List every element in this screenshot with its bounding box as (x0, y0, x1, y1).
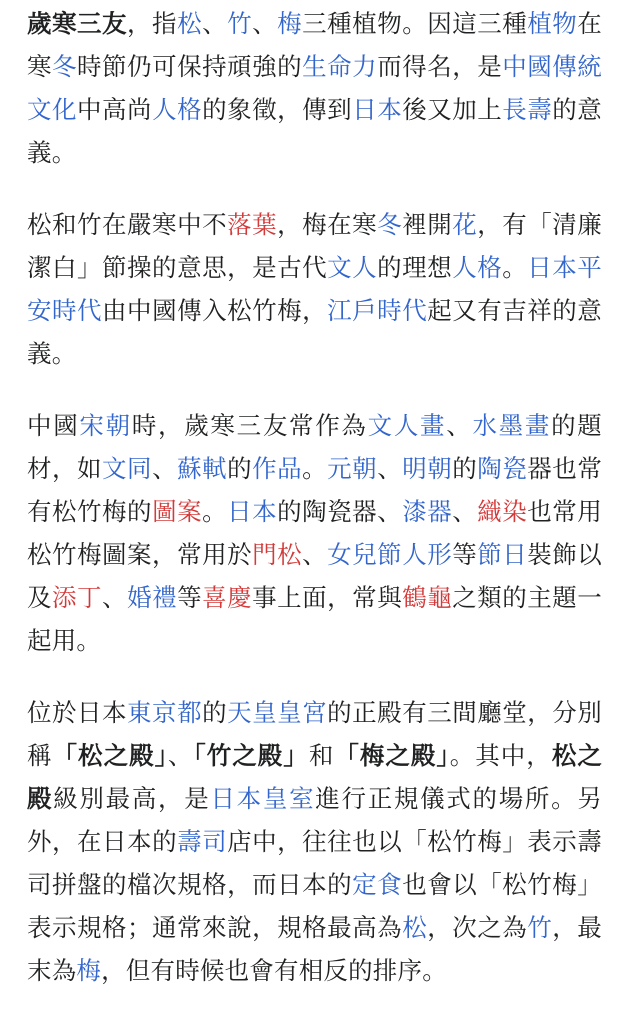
wiki-link[interactable]: 文人 (327, 253, 378, 282)
bold-term: 歲寒三友 (27, 9, 128, 38)
body-text: 、 (202, 9, 228, 38)
body-text: 。 (302, 454, 328, 483)
body-text: ，有「清廉潔白」節操的意思，是古代 (27, 210, 602, 282)
body-text: 裝飾以及 (27, 540, 602, 612)
wiki-link[interactable]: 日本 (227, 497, 278, 526)
wiki-link[interactable]: 婚禮 (127, 583, 178, 612)
body-text: 起又有吉祥的意義。 (27, 296, 602, 368)
wiki-link[interactable]: 女兒節人形 (327, 540, 453, 569)
wiki-link[interactable]: 江戶時代 (327, 296, 428, 325)
wiki-link[interactable]: 明朝 (402, 454, 453, 483)
wiki-link[interactable]: 陶瓷 (477, 454, 528, 483)
wiki-link[interactable]: 竹 (527, 913, 553, 942)
body-text: 、 (252, 9, 278, 38)
paragraph-3 (27, 404, 602, 662)
wiki-link[interactable]: 長壽 (502, 95, 553, 124)
wiki-link[interactable]: 日本平安時代 (27, 253, 602, 325)
body-text: 、 (302, 540, 328, 569)
body-text: 的 (452, 454, 478, 483)
body-text: ，次之為 (427, 913, 528, 942)
wiki-link[interactable]: 竹 (227, 9, 253, 38)
body-text: 等 (452, 540, 478, 569)
body-text: 、 (152, 454, 178, 483)
article-body (27, 2, 602, 1021)
body-text: 進行正規儀式的場所。另外，在日本的 (27, 784, 603, 856)
body-text: 的象徵，傳到 (202, 95, 353, 124)
body-text: 的 (202, 698, 228, 727)
wiki-redlink[interactable]: 落葉 (227, 210, 278, 239)
wiki-link[interactable]: 中國傳統文化 (27, 52, 602, 124)
body-text: 、 (452, 497, 478, 526)
body-text: 松和竹在嚴寒中不 (27, 210, 228, 239)
wiki-redlink[interactable]: 圖案 (152, 497, 203, 526)
body-text: 三種植物。因這三種 (302, 9, 528, 38)
body-text: 裡開 (402, 210, 453, 239)
body-text: 級別最高，是 (53, 784, 211, 813)
body-text: 、 (167, 741, 194, 770)
body-text: 也常用松竹梅圖案，常用於 (27, 497, 603, 569)
wiki-redlink[interactable]: 織染 (477, 497, 528, 526)
body-text: 的理想 (377, 253, 453, 282)
wiki-link[interactable]: 生命力 (302, 52, 378, 81)
body-text: 的題材，如 (27, 411, 602, 483)
wiki-link[interactable]: 壽司 (177, 827, 228, 856)
body-text: ，梅在寒 (277, 210, 378, 239)
wiki-link[interactable]: 節日 (477, 540, 528, 569)
body-text: 時，歲寒三友常作為 (131, 411, 368, 440)
bold-term: 「松之殿」 (52, 741, 168, 770)
body-text: 中高尚 (77, 95, 153, 124)
body-text: 後又加上 (402, 95, 503, 124)
wiki-link[interactable]: 松 (177, 9, 203, 38)
paragraph-4 (27, 691, 602, 992)
body-text: 的意義。 (27, 95, 603, 167)
wiki-link[interactable]: 松 (402, 913, 428, 942)
body-text: 事上面，常與 (252, 583, 403, 612)
body-text: 時節仍可保持頑強的 (77, 52, 303, 81)
wiki-link[interactable]: 冬 (52, 52, 78, 81)
body-text: 而得名，是 (377, 52, 503, 81)
body-text: 。 (202, 497, 228, 526)
paragraph-1 (27, 2, 602, 174)
wiki-link[interactable]: 水墨畫 (472, 411, 552, 440)
body-text: 器也常有松竹梅的 (27, 454, 603, 526)
body-text: ，最末為 (27, 913, 602, 985)
wiki-link[interactable]: 元朝 (327, 454, 378, 483)
body-text: 在寒 (27, 9, 602, 81)
body-text: 的 (227, 454, 253, 483)
body-text: 等 (177, 583, 203, 612)
wiki-link[interactable]: 宋朝 (79, 411, 132, 440)
wiki-link[interactable]: 人格 (152, 95, 203, 124)
wiki-redlink[interactable]: 喜慶 (202, 583, 253, 612)
wiki-link[interactable]: 植物 (527, 9, 578, 38)
wiki-link[interactable]: 天皇皇宮 (227, 698, 328, 727)
body-text: 。其中， (449, 741, 552, 770)
wiki-link[interactable]: 作品 (252, 454, 303, 483)
body-text: 由中國傳入松竹梅， (102, 296, 328, 325)
body-text: 之類的主題一起用。 (27, 583, 603, 655)
wiki-redlink[interactable]: 添丁 (52, 583, 103, 612)
body-text: 位於日本 (27, 698, 128, 727)
paragraph-2 (27, 203, 602, 375)
wiki-link[interactable]: 日本皇室 (210, 784, 316, 813)
body-text: 。 (502, 253, 528, 282)
body-text: 和 (308, 741, 335, 770)
wiki-link[interactable]: 冬 (377, 210, 403, 239)
wiki-redlink[interactable]: 鶴龜 (402, 583, 453, 612)
body-text: 、 (377, 454, 403, 483)
wiki-link[interactable]: 梅 (277, 9, 303, 38)
body-text: 中國 (27, 411, 80, 440)
wiki-link[interactable]: 文人畫 (367, 411, 447, 440)
body-text: 也會以「松竹梅」表示規格；通常來說，規格最高為 (27, 870, 602, 942)
bold-term: 「竹之殿」 (193, 741, 309, 770)
body-text: 的陶瓷器、 (277, 497, 403, 526)
body-text: 店中，往往也以「松竹梅」表示壽司拼盤的檔次規格，而日本的 (27, 827, 603, 899)
wiki-link[interactable]: 日本 (352, 95, 403, 124)
wiki-link[interactable]: 定食 (352, 870, 403, 899)
wiki-link[interactable]: 花 (452, 210, 478, 239)
body-text: ，但有時候也會有相反的排序。 (101, 956, 447, 985)
wiki-link[interactable]: 東京都 (127, 698, 203, 727)
body-text: 、 (446, 411, 473, 440)
body-text: 、 (102, 583, 128, 612)
body-text: ，指 (127, 9, 178, 38)
wiki-link[interactable]: 文同 (102, 454, 153, 483)
wiki-link[interactable]: 蘇軾 (177, 454, 228, 483)
bold-term: 「梅之殿」 (334, 741, 450, 770)
wiki-link[interactable]: 梅 (76, 956, 102, 985)
bold-term: 松之殿 (27, 741, 603, 813)
wiki-link[interactable]: 漆器 (402, 497, 453, 526)
wiki-link[interactable]: 人格 (452, 253, 503, 282)
body-text: 的正殿有三間廳堂，分別稱 (27, 698, 602, 770)
wiki-redlink[interactable]: 門松 (252, 540, 303, 569)
